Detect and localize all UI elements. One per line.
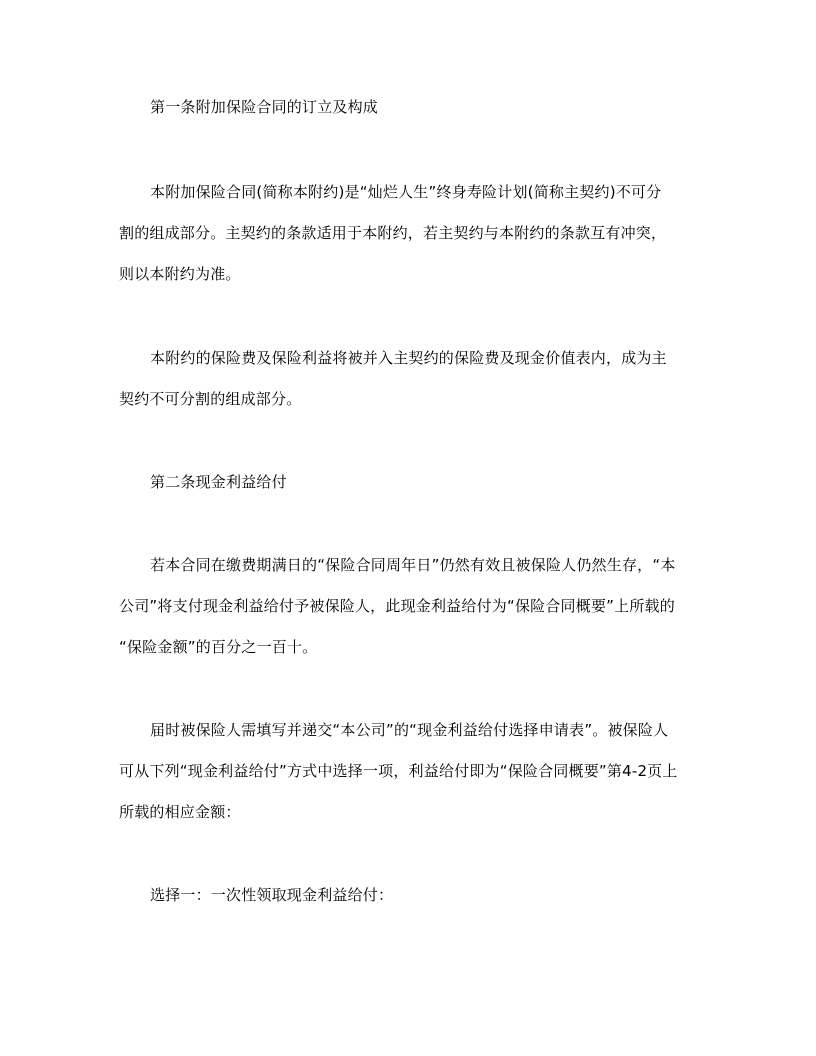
paragraph-line: 契约不可分割的组成部分。	[119, 390, 302, 408]
paragraph-line: 本附加保险合同(简称本附约)是“灿烂人生”终身寿险计划(简称主契约)不可分	[150, 183, 662, 201]
paragraph-line: 公司”将支付现金利益给付予被保险人，此现金利益给付为“保险合同概要”上所载的	[119, 597, 675, 615]
paragraph-line: “保险金额”的百分之一百十。	[119, 638, 318, 656]
paragraph-line: 届时被保险人需填写并递交“本公司”的“现金利益给付选择申请表”。被保险人	[150, 721, 669, 739]
paragraph-line: 割的组成部分。主契约的条款适用于本附约，若主契约与本附约的条款互有冲突，	[119, 224, 667, 242]
paragraph-line: 所载的相应金额：	[119, 803, 241, 821]
paragraph-line: 本附约的保险费及保险利益将被并入主契约的保险费及现金价值表内，成为主	[150, 349, 667, 367]
paragraph-line: 可从下列“现金利益给付”方式中选择一项，利益给付即为“保险合同概要”第4-2页上	[119, 762, 678, 780]
paragraph-line: 若本合同在缴费期满日的“保险合同周年日”仍然有效且被保险人仍然生存，“本	[150, 556, 676, 574]
option-1-heading: 选择一：一次性领取现金利益给付：	[150, 886, 394, 904]
article-1-heading: 第一条附加保险合同的订立及构成	[150, 98, 379, 116]
paragraph-line: 则以本附约为准。	[119, 265, 241, 283]
article-2-heading: 第二条现金利益给付	[150, 473, 287, 491]
